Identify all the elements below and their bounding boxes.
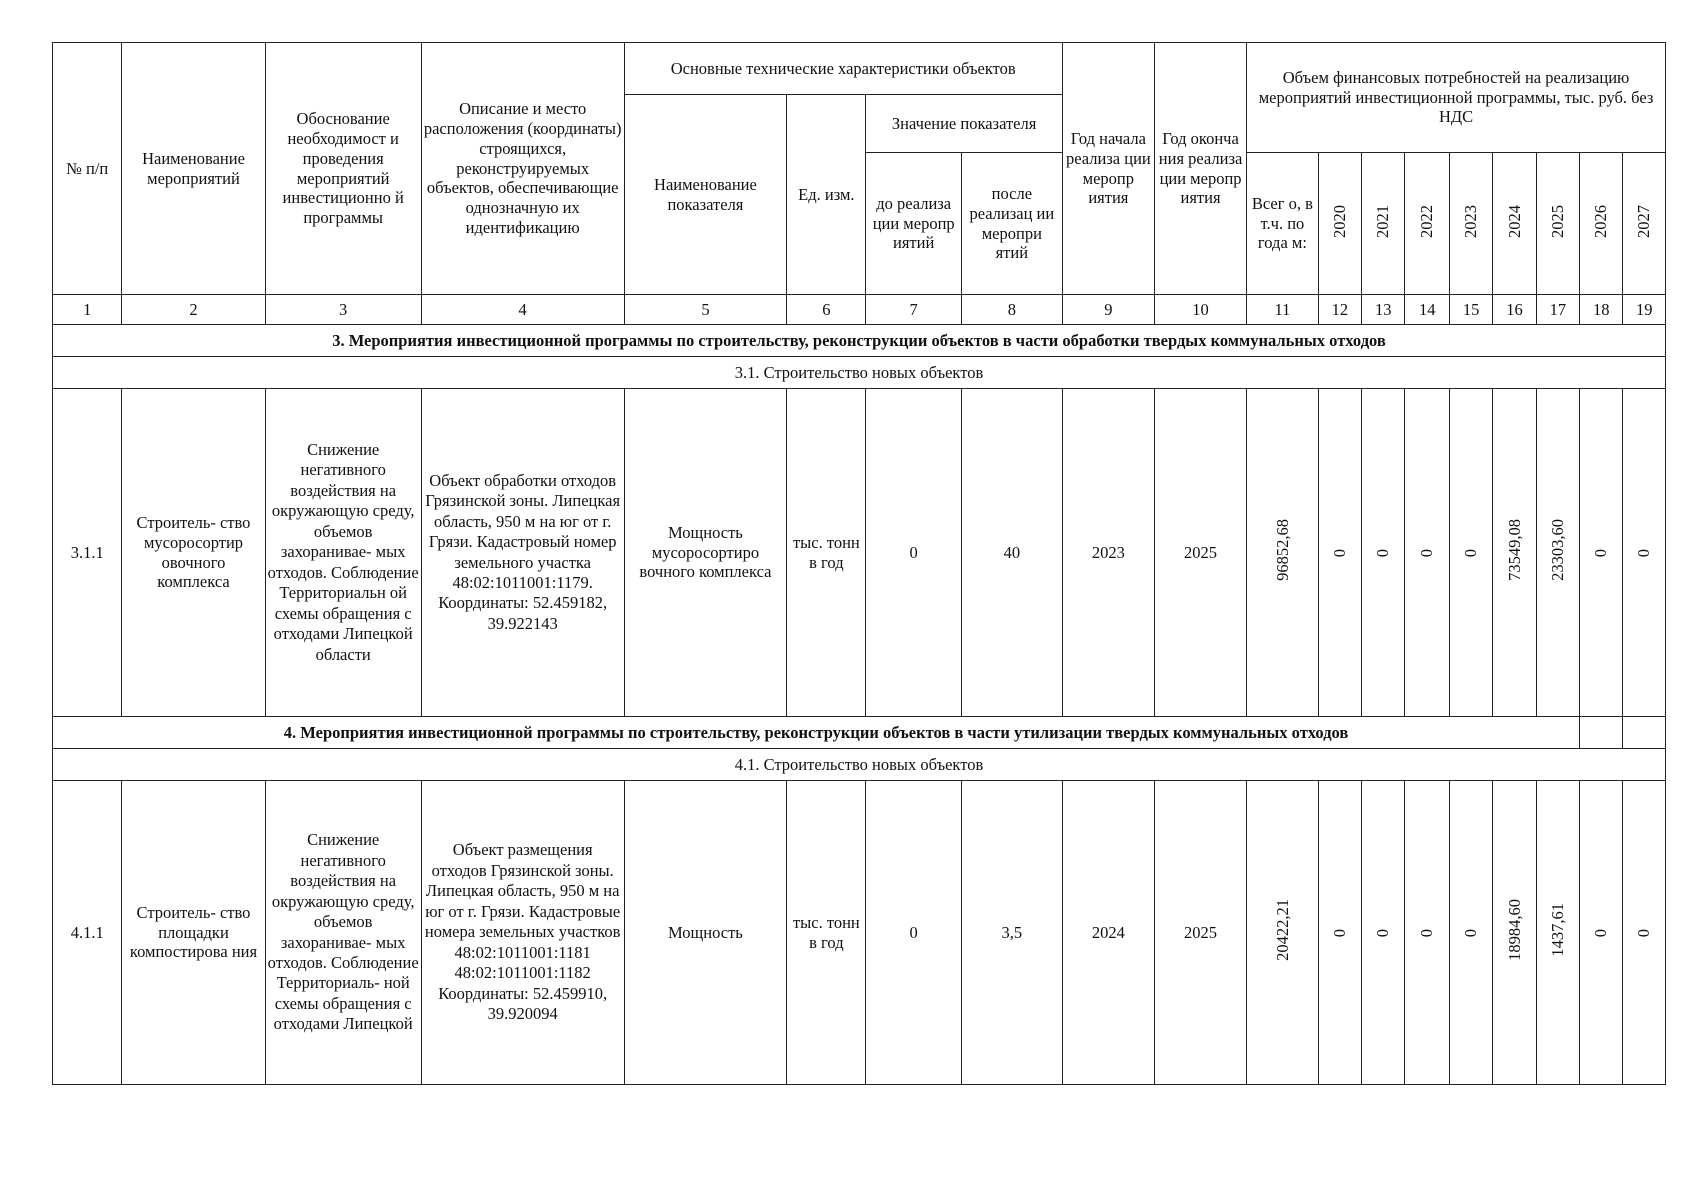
header-after: после реализац ии меропри ятий [961, 153, 1062, 295]
row-num: 4.1.1 [53, 781, 122, 1085]
column-number-row [53, 295, 1666, 325]
row-description: Объект размещения отходов Грязинской зоны. Липецкая область, 950 м на юг от г. Грязи. Кадастровые номера земельных участков 48:02:1011001:1181 48:02:1011001:1182 Координаты: 52.459910, 39.920094 [421, 781, 624, 1085]
section-4-empty-cell [1580, 717, 1623, 749]
header-value: Значение показателя [866, 95, 1062, 153]
column-number: 2 [122, 295, 265, 325]
row-unit: тыс. тонн в год [787, 389, 866, 717]
row-after: 40 [961, 389, 1062, 717]
column-number: 4 [421, 295, 624, 325]
column-number: 6 [787, 295, 866, 325]
header-before: до реализа ции меропр иятий [866, 153, 961, 295]
column-number: 14 [1405, 295, 1449, 325]
row-total: 20422,21 [1247, 781, 1319, 1085]
table-row [53, 389, 1666, 717]
row-year-2024: 73549,08 [1493, 389, 1536, 717]
row-total: 96852,68 [1247, 389, 1319, 717]
row-start-year: 2023 [1062, 389, 1154, 717]
header-year-2020: 2020 [1318, 153, 1361, 295]
column-number: 1 [53, 295, 122, 325]
row-end-year: 2025 [1154, 781, 1246, 1085]
row-year-2026: 0 [1580, 781, 1623, 1085]
column-number: 19 [1623, 295, 1666, 325]
column-number: 12 [1318, 295, 1361, 325]
row-before: 0 [866, 389, 961, 717]
section-3-title: 3. Мероприятия инвестиционной программы по строительству, реконструкции объектов в части обработки твердых коммунальных отходов [53, 325, 1666, 357]
row-year-2025: 1437,61 [1536, 781, 1579, 1085]
investment-program-table [52, 42, 1666, 1085]
row-year-2026: 0 [1580, 389, 1623, 717]
row-year-2023: 0 [1449, 781, 1492, 1085]
header-start-year: Год начала реализа ции меропр иятия [1062, 43, 1154, 295]
header-indicator-name: Наименование показателя [624, 95, 787, 295]
header-name: Наименование мероприятий [122, 43, 265, 295]
row-unit: тыс. тонн в год [787, 781, 866, 1085]
row-after: 3,5 [961, 781, 1062, 1085]
column-number: 13 [1362, 295, 1405, 325]
row-justification: Снижение негативного воздействия на окружающую среду, объемов захоранивае- мых отходов. Соблюдение Территориаль- ной схемы обращения с отходами Липецкой [265, 781, 421, 1085]
row-year-2025: 23303,60 [1536, 389, 1579, 717]
column-number: 7 [866, 295, 961, 325]
row-indicator: Мощность мусоросортиро вочного комплекса [624, 389, 787, 717]
header-year-2025: 2025 [1536, 153, 1579, 295]
row-name: Строитель- ство площадки компостирова ния [122, 781, 265, 1085]
row-indicator: Мощность [624, 781, 787, 1085]
row-end-year: 2025 [1154, 389, 1246, 717]
row-year-2027: 0 [1623, 781, 1666, 1085]
column-number: 9 [1062, 295, 1154, 325]
column-number: 17 [1536, 295, 1579, 325]
header-year-2027: 2027 [1623, 153, 1666, 295]
column-number: 18 [1580, 295, 1623, 325]
column-number: 5 [624, 295, 787, 325]
header-year-2022: 2022 [1405, 153, 1449, 295]
header-year-2026: 2026 [1580, 153, 1623, 295]
header-tech-characteristics: Основные технические характеристики объектов [624, 43, 1062, 95]
section-4-title: 4. Мероприятия инвестиционной программы по строительству, реконструкции объектов в части утилизации твердых коммунальных отходов [53, 717, 1580, 749]
header-year-2023: 2023 [1449, 153, 1492, 295]
header-description: Описание и место расположения (координаты) строящихся, реконструируемых объектов, обеспечивающие однозначную их идентификацию [421, 43, 624, 295]
header-finance: Объем финансовых потребностей на реализацию мероприятий инвестиционной программы, тыс. руб. без НДС [1247, 43, 1666, 153]
row-name: Строитель- ство мусоросортир овочного комплекса [122, 389, 265, 717]
row-year-2021: 0 [1362, 389, 1405, 717]
header-year-2021: 2021 [1362, 153, 1405, 295]
header-num: № п/п [53, 43, 122, 295]
row-description: Объект обработки отходов Грязинской зоны. Липецкая область, 950 м на юг от г. Грязи. Кадастровый номер земельного участка 48:02:1011001:1179. Координаты: 52.459182, 39.922143 [421, 389, 624, 717]
row-year-2027: 0 [1623, 389, 1666, 717]
header-unit: Ед. изм. [787, 95, 866, 295]
header-justification: Обоснование необходимост и проведения мероприятий инвестиционно й программы [265, 43, 421, 295]
row-year-2021: 0 [1362, 781, 1405, 1085]
row-year-2022: 0 [1405, 389, 1449, 717]
header-year-2024: 2024 [1493, 153, 1536, 295]
row-num: 3.1.1 [53, 389, 122, 717]
column-number: 8 [961, 295, 1062, 325]
row-year-2020: 0 [1318, 389, 1361, 717]
row-year-2020: 0 [1318, 781, 1361, 1085]
column-number: 11 [1247, 295, 1319, 325]
column-number: 15 [1449, 295, 1492, 325]
table-row [53, 781, 1666, 1085]
header-end-year: Год оконча ния реализа ции меропр иятия [1154, 43, 1246, 295]
column-number: 10 [1154, 295, 1246, 325]
column-number: 16 [1493, 295, 1536, 325]
subsection-3-1-title: 3.1. Строительство новых объектов [53, 357, 1666, 389]
column-number: 3 [265, 295, 421, 325]
subsection-4-1-title: 4.1. Строительство новых объектов [53, 749, 1666, 781]
header-total: Всег о, в т.ч. по года м: [1247, 153, 1319, 295]
row-justification: Снижение негативного воздействия на окружающую среду, объемов захоранивае- мых отходов. Соблюдение Территориальн ой схемы обращения с отходами Липецкой области [265, 389, 421, 717]
row-start-year: 2024 [1062, 781, 1154, 1085]
row-year-2023: 0 [1449, 389, 1492, 717]
row-before: 0 [866, 781, 961, 1085]
row-year-2022: 0 [1405, 781, 1449, 1085]
section-4-empty-cell [1623, 717, 1666, 749]
row-year-2024: 18984,60 [1493, 781, 1536, 1085]
